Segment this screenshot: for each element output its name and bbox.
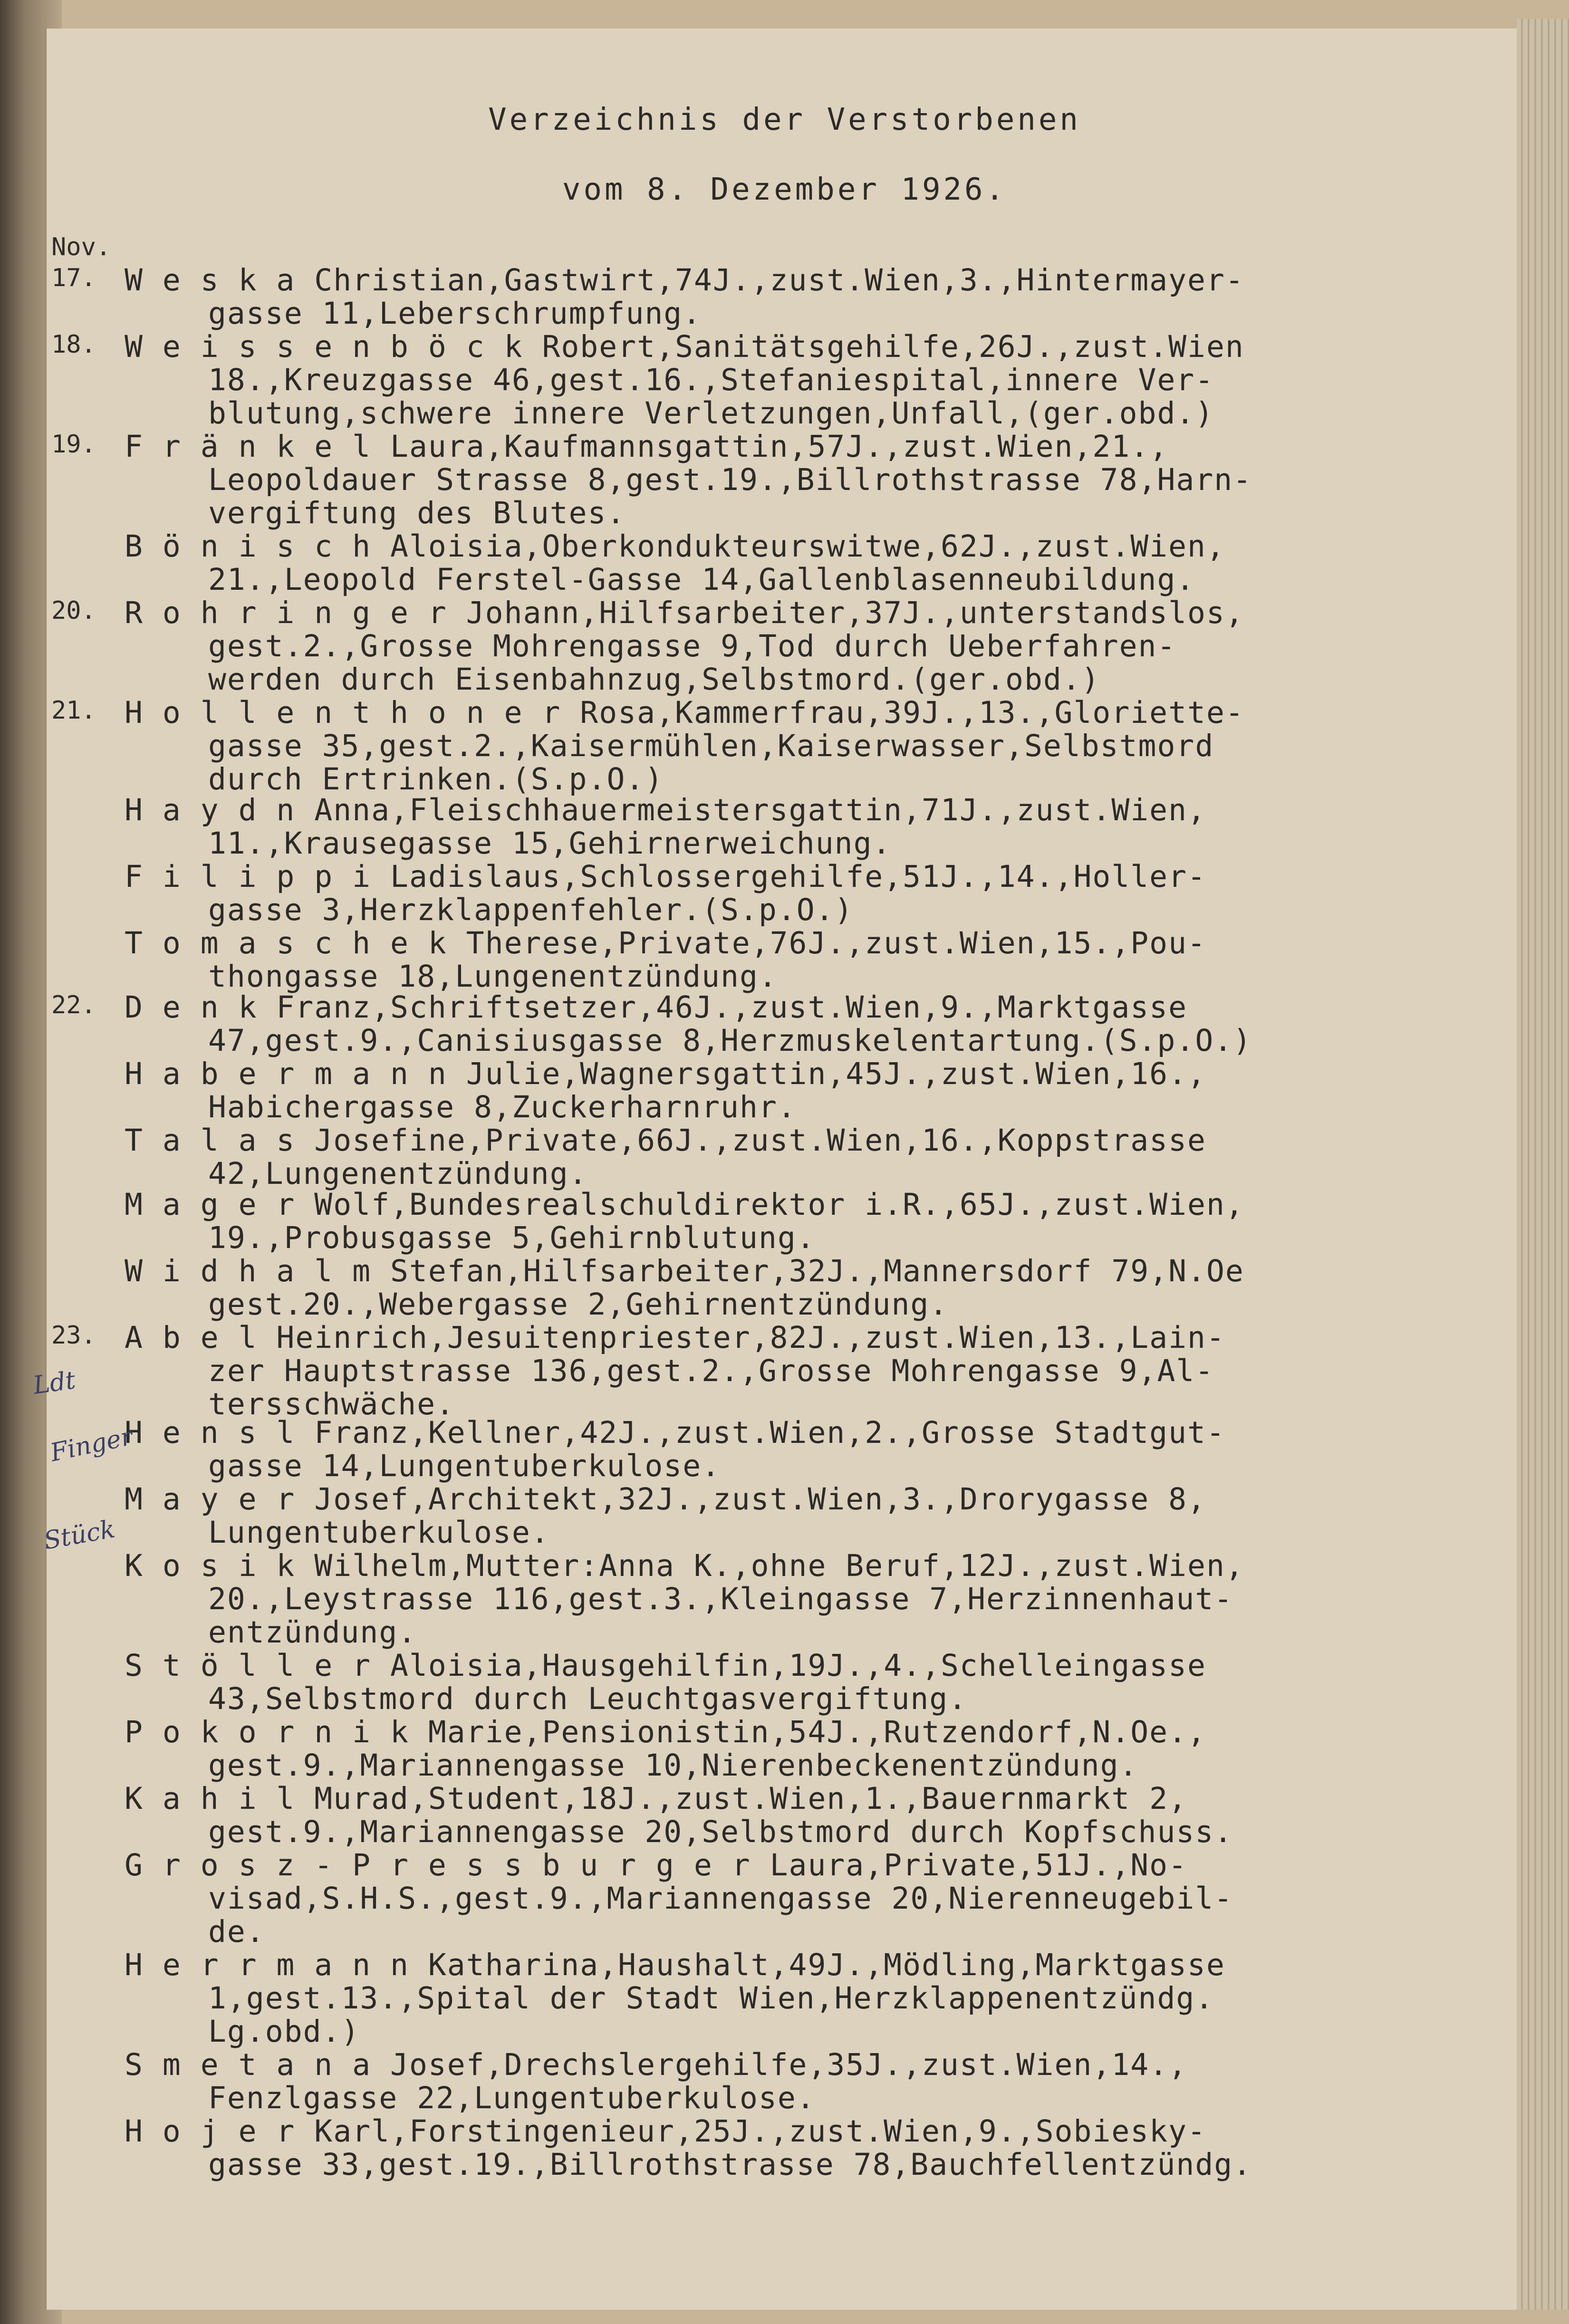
entry-continuation-line: Lungentuberkulose. bbox=[208, 1515, 550, 1550]
entry-day: 17. bbox=[51, 264, 96, 292]
entry-first-line: H o j e r Karl,Forstingenieur,25J.,zust.Wien,9.,Sobiesky- bbox=[125, 2114, 1206, 2149]
entry-continuation-line: Fenzlgasse 22,Lungentuberkulose. bbox=[208, 2081, 816, 2115]
entry-day: 18. bbox=[51, 330, 96, 359]
entry-day: 20. bbox=[51, 596, 96, 625]
entry-continuation-line: gasse 35,gest.2.,Kaisermühlen,Kaiserwasser,Selbstmord bbox=[208, 729, 1214, 763]
entry-first-line: H e n s l Franz,Kellner,42J.,zust.Wien,2.,Grosse Stadtgut- bbox=[125, 1415, 1225, 1450]
entry-first-line: W i d h a l m Stefan,Hilfsarbeiter,32J.,Mannersdorf 79,N.Oe bbox=[125, 1254, 1244, 1288]
entry-continuation-line: visad,S.H.S.,gest.9.,Mariannengasse 20,Nierenneugebil- bbox=[208, 1881, 1233, 1916]
handwritten-note: Finger bbox=[48, 1422, 135, 1468]
entry-first-line: P o k o r n i k Marie,Pensionistin,54J.,Rutzendorf,N.Oe., bbox=[125, 1715, 1206, 1749]
entry-first-line: B ö n i s c h Aloisia,Oberkondukteurswitwe,62J.,zust.Wien, bbox=[125, 529, 1225, 564]
entry-day: 22. bbox=[51, 991, 96, 1019]
entry-first-line: R o h r i n g e r Johann,Hilfsarbeiter,37J.,unterstandslos, bbox=[125, 595, 1244, 630]
entry-continuation-line: gest.9.,Mariannengasse 20,Selbstmord durch Kopfschuss. bbox=[208, 1815, 1233, 1849]
entry-continuation-line: zer Hauptstrasse 136,gest.2.,Grosse Mohrengasse 9,Al- bbox=[208, 1354, 1214, 1388]
entry-continuation-line: 11.,Krausegasse 15,Gehirnerweichung. bbox=[208, 826, 892, 861]
entry-continuation-line: blutung,schwere innere Verletzungen,Unfall,(ger.obd.) bbox=[208, 396, 1214, 431]
entry-day: 21. bbox=[51, 696, 96, 725]
entry-continuation-line: de. bbox=[208, 1914, 265, 1949]
entry-continuation-line: gasse 3,Herzklappenfehler.(S.p.O.) bbox=[208, 893, 854, 927]
entry-continuation-line: Leopoldauer Strasse 8,gest.19.,Billrothstrasse 78,Harn- bbox=[208, 462, 1252, 497]
entry-first-line: F r ä n k e l Laura,Kaufmannsgattin,57J.,zust.Wien,21., bbox=[125, 429, 1169, 464]
entry-day: 19. bbox=[51, 430, 96, 459]
entry-first-line: D e n k Franz,Schriftsetzer,46J.,zust.Wien,9.,Marktgasse bbox=[125, 990, 1188, 1025]
entry-continuation-line: thongasse 18,Lungenentzündung. bbox=[208, 959, 778, 994]
entry-first-line: T o m a s c h e k Therese,Private,76J.,zust.Wien,15.,Pou- bbox=[125, 926, 1206, 960]
entry-continuation-line: gest.20.,Webergasse 2,Gehirnentzündung. bbox=[208, 1287, 949, 1322]
entry-first-line: H e r r m a n n Katharina,Haushalt,49J.,Mödling,Marktgasse bbox=[125, 1948, 1225, 1982]
entry-continuation-line: gest.2.,Grosse Mohrengasse 9,Tod durch Ueberfahren- bbox=[208, 629, 1176, 663]
entry-continuation-line: Habichergasse 8,Zuckerharnruhr. bbox=[208, 1090, 797, 1124]
entry-first-line: M a g e r Wolf,Bundesrealschuldirektor i.R.,65J.,zust.Wien, bbox=[125, 1187, 1244, 1222]
document-title: Verzeichnis der Verstorbenen bbox=[488, 102, 1081, 137]
entry-continuation-line: 19.,Probusgasse 5,Gehirnblutung. bbox=[208, 1220, 816, 1255]
entry-first-line: K a h i l Murad,Student,18J.,zust.Wien,1.,Bauernmarkt 2, bbox=[125, 1781, 1188, 1816]
entry-continuation-line: 43,Selbstmord durch Leuchtgasvergiftung. bbox=[208, 1681, 968, 1716]
entry-day: 23. bbox=[51, 1321, 96, 1350]
entry-first-line: S m e t a n a Josef,Drechslergehilfe,35J.,zust.Wien,14., bbox=[125, 2047, 1188, 2082]
entry-continuation-line: 47,gest.9.,Canisiusgasse 8,Herzmuskelentartung.(S.p.O.) bbox=[208, 1023, 1252, 1058]
entry-first-line: G r o s z - P r e s s b u r g e r Laura,Private,51J.,No- bbox=[125, 1848, 1188, 1882]
entry-first-line: F i l i p p i Ladislaus,Schlossergehilfe,51J.,14.,Holler- bbox=[125, 859, 1206, 894]
entry-continuation-line: vergiftung des Blutes. bbox=[208, 496, 626, 530]
entry-continuation-line: durch Ertrinken.(S.p.O.) bbox=[208, 762, 664, 797]
entry-continuation-line: gasse 11,Leberschrumpfung. bbox=[208, 296, 702, 331]
entry-continuation-line: entzündung. bbox=[208, 1615, 417, 1650]
entry-first-line: H a y d n Anna,Fleischhauermeistersgattin,71J.,zust.Wien, bbox=[125, 793, 1206, 827]
entry-first-line: T a l a s Josefine,Private,66J.,zust.Wien,16.,Koppstrasse bbox=[125, 1123, 1206, 1158]
entry-first-line: W e s k a Christian,Gastwirt,74J.,zust.Wien,3.,Hintermayer- bbox=[125, 263, 1244, 298]
entry-first-line: K o s i k Wilhelm,Mutter:Anna K.,ohne Beruf,12J.,zust.Wien, bbox=[125, 1548, 1244, 1583]
entry-first-line: W e i s s e n b ö c k Robert,Sanitätsgehilfe,26J.,zust.Wien bbox=[125, 329, 1244, 364]
entry-continuation-line: werden durch Eisenbahnzug,Selbstmord.(ger.obd.) bbox=[208, 662, 1100, 697]
entry-first-line: A b e l Heinrich,Jesuitenpriester,82J.,zust.Wien,13.,Lain- bbox=[125, 1320, 1225, 1355]
entry-first-line: H o l l e n t h o n e r Rosa,Kammerfrau,39J.,13.,Gloriette- bbox=[125, 695, 1244, 730]
entry-continuation-line: 42,Lungenentzündung. bbox=[208, 1156, 588, 1191]
entry-continuation-line: 21.,Leopold Ferstel-Gasse 14,Gallenblasenneubildung. bbox=[208, 562, 1195, 597]
entry-continuation-line: Lg.obd.) bbox=[208, 2014, 360, 2049]
entry-continuation-line: gasse 33,gest.19.,Billrothstrasse 78,Bauchfellentzündg. bbox=[208, 2147, 1252, 2182]
entry-first-line: S t ö l l e r Aloisia,Hausgehilfin,19J.,4.,Schelleingasse bbox=[125, 1648, 1206, 1683]
document-date: vom 8. Dezember 1926. bbox=[562, 172, 1007, 207]
entry-continuation-line: tersschwäche. bbox=[208, 1387, 455, 1421]
entry-first-line: M a y e r Josef,Architekt,32J.,zust.Wien,3.,Drorygasse 8, bbox=[125, 1482, 1206, 1517]
entry-first-line: H a b e r m a n n Julie,Wagnersgattin,45J.,zust.Wien,16., bbox=[125, 1056, 1206, 1091]
entry-continuation-line: gasse 14,Lungentuberkulose. bbox=[208, 1449, 721, 1483]
handwritten-note: Stück bbox=[41, 1515, 117, 1556]
entry-continuation-line: 1,gest.13.,Spital der Stadt Wien,Herzklappenentzündg. bbox=[208, 1981, 1214, 2016]
entry-continuation-line: gest.9.,Mariannengasse 10,Nierenbeckenentzündung. bbox=[208, 1748, 1138, 1783]
handwritten-note: Ldt bbox=[31, 1366, 77, 1400]
month-label: Nov. bbox=[51, 233, 111, 261]
entry-continuation-line: 20.,Leystrasse 116,gest.3.,Kleingasse 7,Herzinnenhaut- bbox=[208, 1582, 1233, 1616]
entry-continuation-line: 18.,Kreuzgasse 46,gest.16.,Stefaniespital,innere Ver- bbox=[208, 363, 1214, 397]
